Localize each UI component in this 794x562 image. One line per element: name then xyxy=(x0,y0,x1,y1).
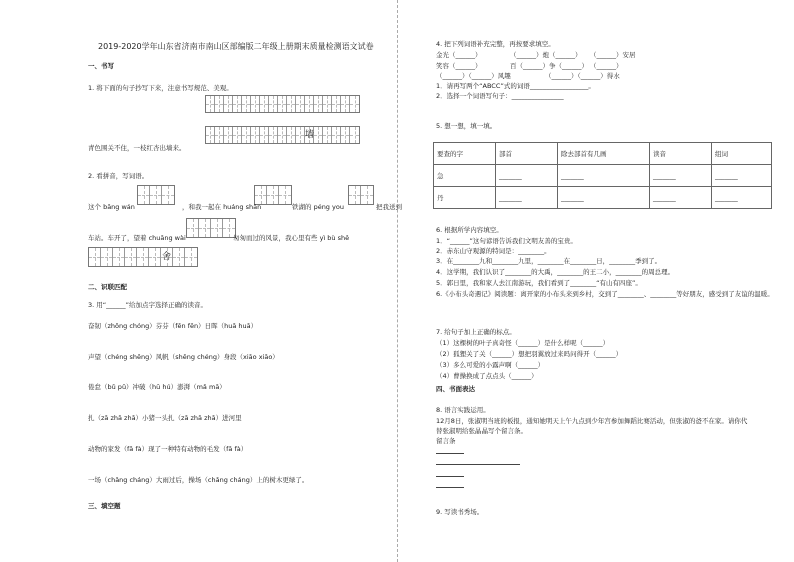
table-row xyxy=(434,165,772,187)
message-line-3[interactable] xyxy=(436,470,464,477)
table-cell: 丹 xyxy=(434,187,496,209)
copy-sentence: 青色围关不住，一枝红杏出墙来。 xyxy=(88,144,186,152)
page-divider xyxy=(397,0,398,562)
table-header: 除去部首有几画 xyxy=(558,143,650,165)
question-7-1: （1）这棵树的叶子真奇怪（______）是什么样呢（______） xyxy=(436,339,610,347)
pinyin-answer-5[interactable] xyxy=(88,247,198,267)
question-6: 6. 根据所学内容填空。 xyxy=(436,226,503,234)
table-cell[interactable]: _______ xyxy=(712,187,772,209)
sample-character: 墙 xyxy=(305,130,315,140)
question-2: 2. 看拼音，写词语。 xyxy=(88,172,149,180)
section-writing-expression: 四、书面表达 xyxy=(436,385,475,393)
table-cell[interactable]: _______ xyxy=(650,165,712,187)
table-cell[interactable]: _______ xyxy=(496,187,558,209)
pinyin-answer-2[interactable] xyxy=(254,185,292,205)
table-cell: 急 xyxy=(434,165,496,187)
writing-grid-row2[interactable] xyxy=(205,126,360,144)
pinyin-answer-1[interactable] xyxy=(137,185,175,205)
question-7-4: （4）曹操换成了点点头（______） xyxy=(436,372,538,380)
pinyin-answer-3[interactable] xyxy=(348,185,374,205)
word-row2-2: 百（______）争（______） xyxy=(510,62,588,70)
question-6-6: 6.《小布头奇遇记》阅读题：离开家的小布头来到乡村，交到了________、________等好朋友，感受到了友谊的温暖。 xyxy=(436,290,774,298)
word-row2-1: 笑容（______） xyxy=(436,62,482,70)
question-9: 9. 写读书秀场。 xyxy=(436,508,484,516)
question-6-3: 3．在________九和________九里，________在________日，________季到了。 xyxy=(436,257,662,265)
pinyin-line1-c: 铁湖的 péng you xyxy=(292,203,344,211)
table-header-row xyxy=(434,143,772,165)
table-cell[interactable]: _______ xyxy=(650,187,712,209)
question-4: 4. 把下列词语补充完整，再按要求填空。 xyxy=(436,40,555,48)
table-row xyxy=(434,187,772,209)
reading-row-2: 声望（chéng shēng）风帆（shēng chéng）身段（xiāo xiāo） xyxy=(88,353,279,361)
pinyin-line1-a: 这个 bāng wán xyxy=(88,203,135,211)
table-header: 读音 xyxy=(650,143,712,165)
question-3: 3. 用“______”给加点字选择正确的读音。 xyxy=(88,301,208,309)
table-cell[interactable]: _______ xyxy=(712,165,772,187)
pinyin-line2-b: 匆匆而过的风景，我心里有些 yì bù shě xyxy=(233,234,350,242)
question-7-3: （3）多么可爱的小露声啊（______） xyxy=(436,361,545,369)
pinyin-line1-b: ，和我一起在 huáng shān xyxy=(182,203,262,211)
table-header: 组词 xyxy=(712,143,772,165)
table-header: 部首 xyxy=(496,143,558,165)
question-4-b: 2．选择一个词语写句子：________________ xyxy=(436,92,564,100)
word-row2-3: （______） xyxy=(590,62,623,70)
question-4-a: 1．请再写两个“ABCC”式的词语__________________。 xyxy=(436,82,595,90)
question-6-5: 5．郭日里，我和家人去江南游玩，我们看到了________“有山有四座”。 xyxy=(436,279,642,287)
table-cell[interactable]: _______ xyxy=(558,165,650,187)
question-5: 5. 想一想，填一填。 xyxy=(436,122,497,130)
writing-grid-row1[interactable] xyxy=(205,95,360,113)
message-label: 留言条 xyxy=(436,437,456,445)
question-6-4: 4．这学期，我们认识了________的大禹，________的王二小，________的周总理。 xyxy=(436,268,675,276)
table-header: 要查的字 xyxy=(434,143,496,165)
question-6-1: 1．“______”这句谚语告诉我们文明友善的宝贵。 xyxy=(436,237,577,245)
message-line-1[interactable] xyxy=(436,447,464,454)
pinyin-answer-4[interactable] xyxy=(186,218,236,238)
message-line-4[interactable] xyxy=(436,481,464,488)
table-cell[interactable]: _______ xyxy=(496,165,558,187)
reading-row-5: 动物的家发（fā fà）现了一种特有动物的毛发（fā fà） xyxy=(88,445,248,453)
pinyin-line1-d: 把我送到 xyxy=(376,203,402,211)
word-row1-2: （______）炮（______） xyxy=(510,51,582,59)
question-8: 8. 语言实践运用。 xyxy=(436,406,490,414)
question-8-text-2: 替张淑明给张晶晶写个留言条。 xyxy=(436,427,527,435)
question-7: 7. 给句子加上正确的标点。 xyxy=(436,328,516,336)
sample-character-2: 舍 xyxy=(161,252,171,262)
word-row1-3: （______）安居 xyxy=(590,51,636,59)
pinyin-line2-a: 车站。车开了，望着 chuāng wài xyxy=(88,234,186,242)
question-7-2: （2）狐狸关了关（______）想把羽翼放过来吗问得开（______） xyxy=(436,350,623,358)
question-1: 1. 将下面的句子抄写下来，注意书写规范、美观。 xyxy=(88,84,233,92)
reading-row-3: 倦怠（bǔ pǔ）冲破（hū hú）澎湃（mǎ mā） xyxy=(88,383,226,391)
character-table xyxy=(433,142,772,209)
word-row1-1: 金光（______） xyxy=(436,51,482,59)
word-row3-1: （______）（______）风趣 xyxy=(436,72,511,80)
reading-row-6: 一场（chǎng cháng）大雨过后，操场（chǎng cháng）上的树木更绿了。 xyxy=(88,476,309,484)
page-title: 2019-2020学年山东省济南市南山区部编版二年级上册期末质量检测语文试卷 xyxy=(98,42,374,51)
section-matching: 二、识联匹配 xyxy=(88,283,127,291)
reading-row-1: 奋韧（zhōng chóng）芬芬（fēn fēn）日晖（huā huā） xyxy=(88,322,258,330)
section-writing: 一、书写 xyxy=(88,62,114,70)
reading-row-4: 扎（zā zhā zhā）小猪一头扎（zā zhā zhā）进河里 xyxy=(88,414,242,422)
table-cell[interactable]: _______ xyxy=(558,187,650,209)
message-line-2[interactable] xyxy=(436,458,520,465)
word-row3-2: （______）（______）得水 xyxy=(545,72,620,80)
question-8-text-1: 12月8日，张淑明当班的板报，通知她明天上午九点到少年宫参加舞蹈比赛活动，但张淑的爸不在家。请你代 xyxy=(436,417,748,425)
section-fill-blank: 三、填空题 xyxy=(88,502,121,510)
question-6-2: 2．赤东山守观源的特词是：________。 xyxy=(436,247,551,255)
